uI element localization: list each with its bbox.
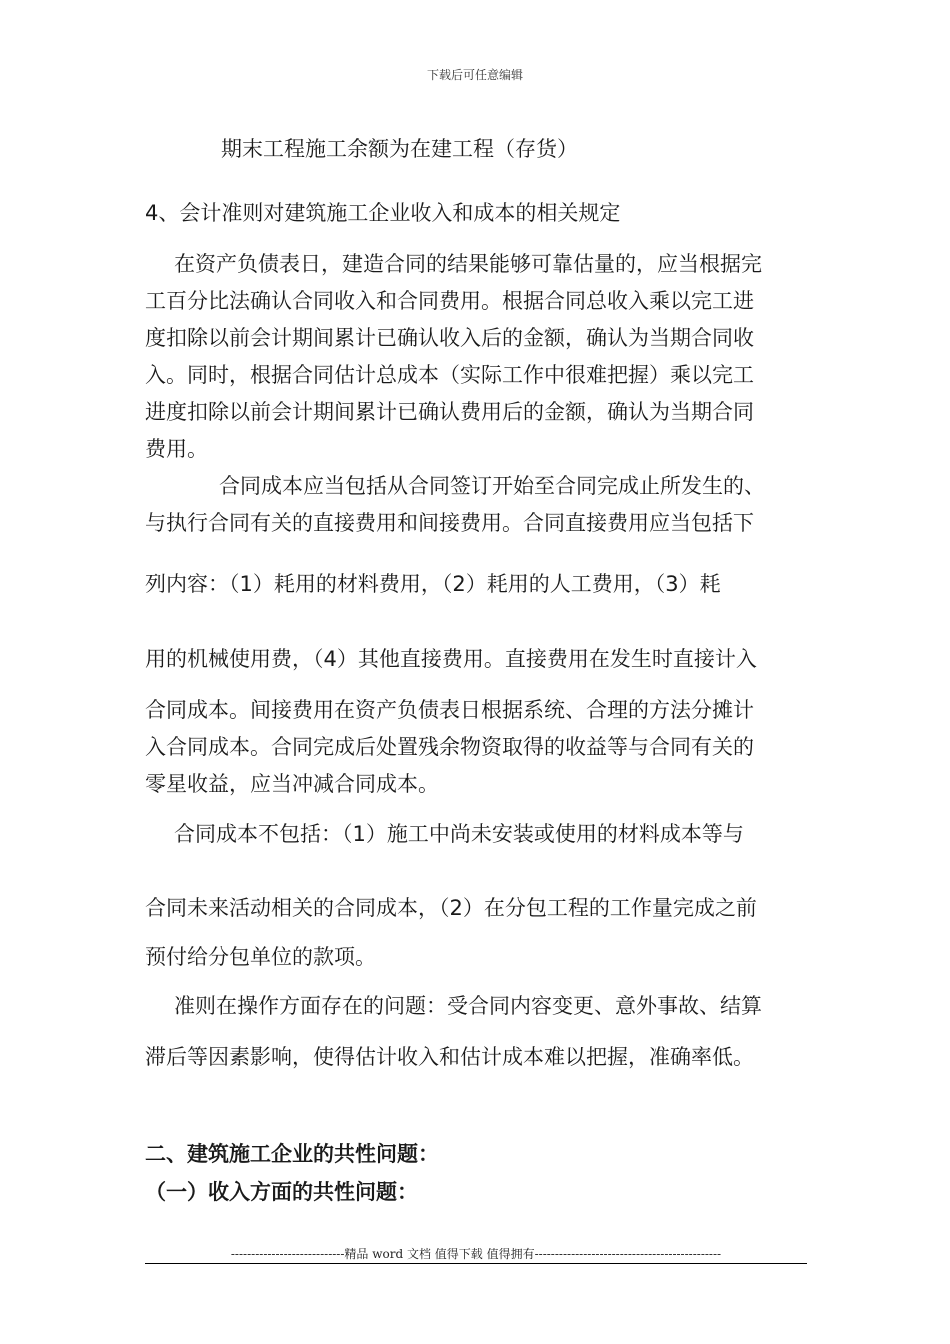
text-line-12: 用的机械使用费，（4）其他直接费用。直接费用在发生时直接计入 bbox=[145, 647, 757, 671]
footer-divider bbox=[145, 1263, 807, 1264]
section-heading-4: 4、会计准则对建筑施工企业收入和成本的相关规定 bbox=[145, 201, 621, 225]
text-line-19: 准则在操作方面存在的问题：受合同内容变更、意外事故、结算 bbox=[174, 994, 762, 1018]
text-line-13: 合同成本。间接费用在资产负债表日根据系统、合理的方法分摊计 bbox=[145, 698, 754, 722]
chapter-heading: 二、建筑施工企业的共性问题： bbox=[145, 1142, 439, 1166]
subsection-heading: （一）收入方面的共性问题： bbox=[145, 1180, 418, 1204]
text-line-15: 零星收益，应当冲减合同成本。 bbox=[145, 772, 439, 796]
text-line-11: 列内容：（1）耗用的材料费用，（2）耗用的人工费用，（3）耗 bbox=[145, 572, 721, 596]
text-line-8: 费用。 bbox=[145, 437, 208, 461]
text-line-20: 滞后等因素影响，使得估计收入和估计成本难以把握，准确率低。 bbox=[145, 1045, 754, 1069]
text-line-3: 在资产负债表日，建造合同的结果能够可靠估量的，应当根据完 bbox=[174, 252, 762, 276]
text-line-5: 度扣除以前会计期间累计已确认收入后的金额，确认为当期合同收 bbox=[145, 326, 754, 350]
text-line-14: 入合同成本。合同完成后处置残余物资取得的收益等与合同有关的 bbox=[145, 735, 754, 759]
text-line-7: 进度扣除以前会计期间累计已确认费用后的金额，确认为当期合同 bbox=[145, 400, 754, 424]
page-header: 下载后可任意编辑 bbox=[426, 68, 523, 82]
text-line-4: 工百分比法确认合同收入和合同费用。根据合同总收入乘以完工进 bbox=[145, 289, 754, 313]
text-line-6: 入。同时，根据合同估计总成本（实际工作中很难把握）乘以完工 bbox=[145, 363, 754, 387]
text-line-10: 与执行合同有关的直接费用和间接费用。合同直接费用应当包括下 bbox=[145, 511, 754, 535]
page-footer: ----------------------------精品 word 文档 值得下载 值得拥有---------------------------------------------- bbox=[230, 1247, 722, 1261]
text-line-1: 期末工程施工余额为在建工程（存货） bbox=[221, 137, 578, 161]
text-line-17: 合同未来活动相关的合同成本，（2）在分包工程的工作量完成之前 bbox=[145, 896, 757, 920]
text-line-18: 预付给分包单位的款项。 bbox=[145, 945, 376, 969]
text-line-9: 合同成本应当包括从合同签订开始至合同完成止所发生的、 bbox=[219, 474, 765, 498]
text-line-16: 合同成本不包括：（1）施工中尚未安装或使用的材料成本等与 bbox=[174, 822, 744, 846]
